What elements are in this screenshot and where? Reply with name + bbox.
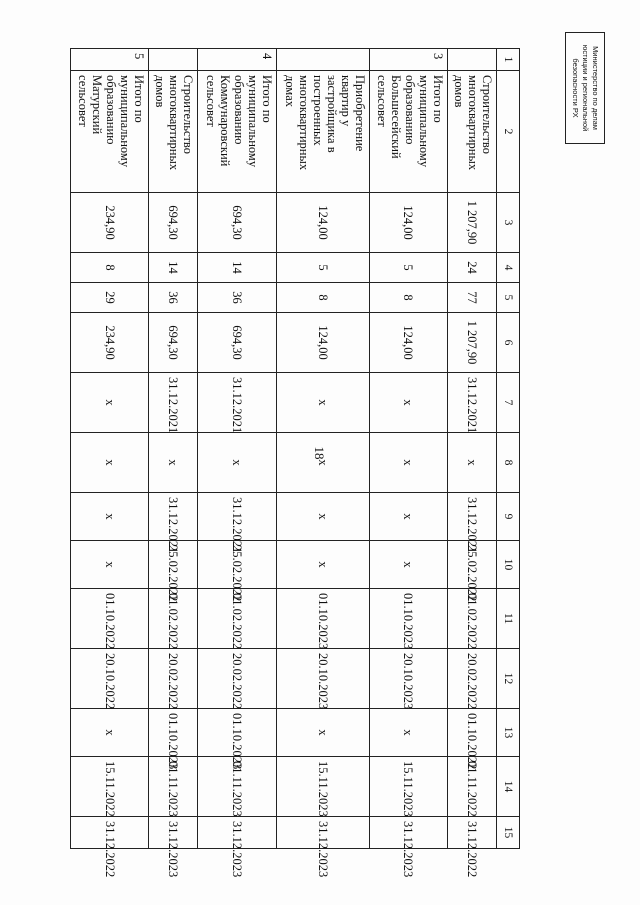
table-cell: 5 (276, 253, 369, 283)
table-cell: 01.11.2023 (149, 757, 198, 817)
table-cell: 31.12.2021 (447, 373, 496, 433)
table-cell: 20.10.2023 (369, 649, 447, 709)
column-number-row (497, 49, 520, 849)
table-cell: 8 (71, 253, 149, 283)
table-cell: 5 (369, 253, 447, 283)
table-cell: 20.02.2022 (447, 649, 496, 709)
col-header: 5 (497, 283, 520, 313)
col-header: 2 (497, 71, 520, 193)
table-cell: x (369, 373, 447, 433)
row-name: Итого по муниципальному образованию Матурский сельсовет (71, 71, 149, 193)
row-number (447, 49, 496, 71)
table-cell: 124,00 (276, 313, 369, 373)
table-cell: x (276, 373, 369, 433)
table-cell: 01.10.2023 (369, 589, 447, 649)
table-cell: 01.02.2022 (447, 589, 496, 649)
table-cell: 20.02.2022 (149, 649, 198, 709)
table-cell: 01.10.2022 (447, 709, 496, 757)
table-cell: 31.12.2021 (149, 373, 198, 433)
ministry-stamp (565, 32, 605, 144)
page-number: 18 (312, 446, 327, 460)
row-name: Приобретение квартир у застройщика в построенных многоквартирных домах (276, 71, 369, 193)
table-cell: 31.12.2022 (447, 817, 496, 849)
table-cell: 24 (447, 253, 496, 283)
table-cell: x (198, 433, 276, 493)
row-name: Итого по муниципальному образованию Большесейский сельсовет (369, 71, 447, 193)
table-row (198, 49, 276, 849)
table-cell: 694,30 (198, 313, 276, 373)
table-cell: 694,30 (149, 193, 198, 253)
table-cell: x (276, 709, 369, 757)
col-header: 15 (497, 817, 520, 849)
table-cell: 15.11.2023 (369, 757, 447, 817)
table-cell: x (71, 373, 149, 433)
table-cell: 36 (149, 283, 198, 313)
table-cell: 31.12.2021 (149, 493, 198, 541)
table-cell: 15.11.2023 (276, 757, 369, 817)
table-cell: x (71, 709, 149, 757)
schedule-table-rotated (70, 48, 520, 878)
col-header: 10 (497, 541, 520, 589)
row-number (149, 49, 198, 71)
table-row (276, 49, 369, 849)
row-name: Итого по муниципальному образованию Коммунаровский сельсовет (198, 71, 276, 193)
col-header: 3 (497, 193, 520, 253)
table-cell: 31.12.2023 (276, 817, 369, 849)
table-row (369, 49, 447, 849)
table-cell: x (276, 493, 369, 541)
table-cell: x (369, 433, 447, 493)
col-header: 8 (497, 433, 520, 493)
col-header: 4 (497, 253, 520, 283)
table-cell: 29 (71, 283, 149, 313)
table-cell: 694,30 (198, 193, 276, 253)
row-name: Строительство многоквартирных домов (149, 71, 198, 193)
table-cell: 31.12.2023 (369, 817, 447, 849)
col-header: 12 (497, 649, 520, 709)
row-number: 4 (198, 49, 276, 71)
table-cell: 14 (198, 253, 276, 283)
table-cell: 01.02.2022 (198, 589, 276, 649)
table-cell: x (71, 433, 149, 493)
table-cell: x (276, 433, 369, 493)
col-header: 7 (497, 373, 520, 433)
table-cell: 1 207,90 (447, 313, 496, 373)
table-cell: 8 (369, 283, 447, 313)
col-header: 9 (497, 493, 520, 541)
table-cell: 01.10.2022 (71, 589, 149, 649)
col-header: 6 (497, 313, 520, 373)
table-cell: 15.11.2022 (71, 757, 149, 817)
table-cell: 77 (447, 283, 496, 313)
table-cell: 01.10.2023 (149, 709, 198, 757)
table-cell: 20.10.2022 (71, 649, 149, 709)
table-cell: 234,90 (71, 313, 149, 373)
table-cell: 1 207,90 (447, 193, 496, 253)
table-cell: 234,90 (71, 193, 149, 253)
table-cell: 25.02.2022 (149, 541, 198, 589)
table-cell: x (149, 433, 198, 493)
col-header: 14 (497, 757, 520, 817)
table-cell: 36 (198, 283, 276, 313)
col-header: 13 (497, 709, 520, 757)
table-cell: 31.12.2021 (198, 373, 276, 433)
table-cell: 124,00 (369, 313, 447, 373)
table-cell: 01.11.2023 (198, 757, 276, 817)
table-cell: 01.10.2023 (198, 709, 276, 757)
table-cell: x (447, 433, 496, 493)
table-cell: 01.10.2023 (276, 589, 369, 649)
table-cell: 31.12.2023 (149, 817, 198, 849)
col-header: 1 (497, 49, 520, 71)
table-cell: 20.10.2023 (276, 649, 369, 709)
stamp-text: Министерство по делам юстиции и региональной безопасности РХ (571, 44, 600, 132)
table-cell: x (369, 541, 447, 589)
table-cell: x (369, 709, 447, 757)
table-cell: 31.12.2022 (71, 817, 149, 849)
table-cell: 31.12.2021 (447, 493, 496, 541)
table-cell: x (369, 493, 447, 541)
table-cell: 31.12.2023 (198, 817, 276, 849)
table-cell: 25.02.2022 (198, 541, 276, 589)
table-cell: x (71, 493, 149, 541)
table-row (149, 49, 198, 849)
table-row (71, 49, 149, 849)
table-cell: x (276, 541, 369, 589)
schedule-table (70, 48, 520, 878)
table-cell: 8 (276, 283, 369, 313)
row-number: 5 (71, 49, 149, 71)
col-header: 11 (497, 589, 520, 649)
table-cell: 124,00 (276, 193, 369, 253)
row-number: 3 (369, 49, 447, 71)
table-cell: 124,00 (369, 193, 447, 253)
table-row (447, 49, 496, 849)
row-number (276, 49, 369, 71)
table-cell: 01.02.2022 (149, 589, 198, 649)
row-name: Строительство многоквартирных домов (447, 71, 496, 193)
table-cell: 694,30 (149, 313, 198, 373)
table-cell: x (71, 541, 149, 589)
table-cell: 25.02.2022 (447, 541, 496, 589)
table-cell: 20.02.2022 (198, 649, 276, 709)
table-cell: 01.11.2022 (447, 757, 496, 817)
table-cell: 14 (149, 253, 198, 283)
table-cell: 31.12.2021 (198, 493, 276, 541)
